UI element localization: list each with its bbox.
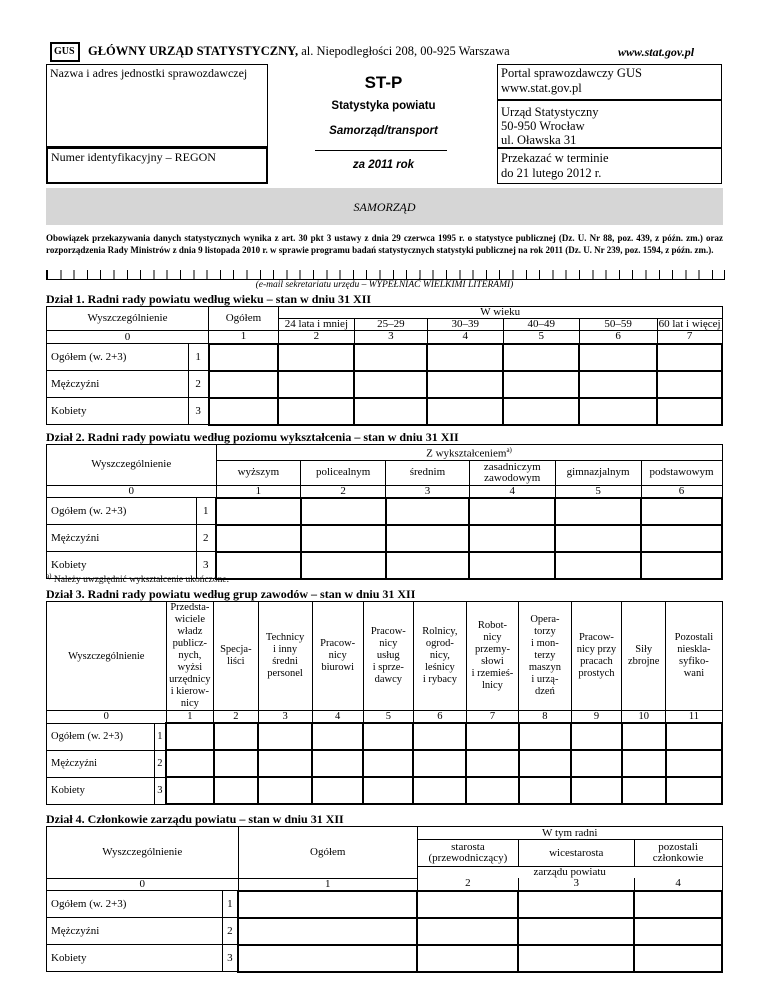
table-cell-number: 4 xyxy=(312,711,363,724)
table-cell-number: 6 xyxy=(413,711,466,724)
s3-col3: Technicy i inny średni personel xyxy=(258,602,312,711)
data-entry-cell[interactable] xyxy=(258,777,312,804)
header-website: www.stat.gov.pl xyxy=(618,45,695,59)
data-entry-cell[interactable] xyxy=(386,525,470,552)
data-entry-cell[interactable] xyxy=(258,723,312,750)
banner-text: SAMORZĄD xyxy=(353,200,416,214)
s3-col4: Pracow- nicy biurowi xyxy=(312,602,363,711)
table-cell-number: 9 xyxy=(571,711,621,724)
data-entry-cell[interactable] xyxy=(518,918,634,945)
data-entry-cell[interactable] xyxy=(641,552,722,579)
data-entry-cell[interactable] xyxy=(209,398,279,425)
table-cell-number: 10 xyxy=(622,711,666,724)
data-entry-cell[interactable] xyxy=(571,723,621,750)
data-entry-cell[interactable] xyxy=(209,371,279,398)
s2-col2: policealnym xyxy=(301,460,386,485)
data-entry-cell[interactable] xyxy=(518,945,634,972)
data-entry-cell[interactable] xyxy=(579,371,657,398)
s4-head-group: W tym radni xyxy=(417,827,722,840)
s4-head-wyszcz: Wyszczególnienie xyxy=(47,827,239,879)
regon-label: Numer identyfikacyjny – REGON xyxy=(51,150,216,164)
table-cell-number: 0 xyxy=(47,711,167,724)
data-entry-cell[interactable] xyxy=(354,398,427,425)
gus-logo xyxy=(50,42,80,62)
data-entry-cell[interactable] xyxy=(666,777,722,804)
header-org: GŁÓWNY URZĄD STATYSTYCZNY, xyxy=(88,44,299,58)
form-code: ST-P xyxy=(364,73,403,92)
s2-row3-label: Kobiety xyxy=(47,552,197,579)
data-entry-cell[interactable] xyxy=(166,777,214,804)
data-entry-cell[interactable] xyxy=(214,723,258,750)
data-entry-cell[interactable] xyxy=(466,750,518,777)
s3-col11: Pozostali nieskla- syfiko- wani xyxy=(666,602,722,711)
data-entry-cell[interactable] xyxy=(312,750,363,777)
table-cell-number: 2 xyxy=(154,750,166,777)
table-cell-number: 2 xyxy=(222,918,238,945)
s2-head-wyszcz: Wyszczególnienie xyxy=(47,445,217,486)
table-cell-number: 5 xyxy=(363,711,413,724)
portal-box xyxy=(497,64,722,100)
table-cell-number: 4 xyxy=(427,331,503,344)
data-entry-cell[interactable] xyxy=(216,525,301,552)
data-entry-cell[interactable] xyxy=(301,552,386,579)
deadline-box xyxy=(497,148,722,184)
s4-head-ogolem: Ogółem xyxy=(238,827,417,879)
s1-head-ogolem: Ogółem xyxy=(209,307,279,331)
data-entry-cell[interactable] xyxy=(238,945,417,972)
section4-table xyxy=(46,826,723,973)
table-cell-number: 2 xyxy=(301,485,386,498)
s4-subgroup: zarządu powiatu xyxy=(417,867,722,879)
form-category: Samorząd/transport xyxy=(329,125,438,137)
data-entry-cell[interactable] xyxy=(641,498,722,525)
data-entry-cell[interactable] xyxy=(666,723,722,750)
table-cell-number: 11 xyxy=(666,711,722,724)
table-cell-number: 3 xyxy=(386,485,470,498)
data-entry-cell[interactable] xyxy=(519,750,572,777)
table-cell-number: 1 xyxy=(222,891,238,918)
section-banner xyxy=(46,188,723,225)
data-entry-cell[interactable] xyxy=(363,777,413,804)
data-entry-cell[interactable] xyxy=(657,344,722,371)
deadline-line1: Przekazać w terminie xyxy=(501,151,609,165)
s3-row1-label: Ogółem (w. 2+3) xyxy=(47,723,155,750)
section1-table xyxy=(46,306,723,426)
data-entry-cell[interactable] xyxy=(469,552,555,579)
table-cell-number: 7 xyxy=(657,331,722,344)
s4-row3-label: Kobiety xyxy=(47,945,223,972)
section3-table xyxy=(46,601,723,805)
s3-head-wyszcz: Wyszczególnienie xyxy=(47,602,167,711)
s1-col6: 60 lat i więcej xyxy=(658,318,721,330)
office-line3: ul. Oławska 31 xyxy=(501,133,577,147)
form-subtitle: Statystyka powiatu xyxy=(331,100,436,112)
section4-title: Dział 4. Członkowie zarządu powiatu – stan w dniu 31 XII xyxy=(46,812,344,826)
table-cell-number: 7 xyxy=(466,711,518,724)
table-cell-number: 3 xyxy=(188,398,208,425)
table-cell-number: 6 xyxy=(641,485,722,498)
unit-name-label: Nazwa i adres jednostki sprawozdawczej xyxy=(50,66,248,80)
s2-row1-label: Ogółem (w. 2+3) xyxy=(47,498,197,525)
s4-row2-label: Mężczyźni xyxy=(47,918,223,945)
header-address: al. Niepodległości 208, 00-925 Warszawa xyxy=(298,44,510,58)
table-cell-number: 1 xyxy=(238,878,417,891)
s1-col2: 25–29 xyxy=(354,319,427,331)
data-entry-cell[interactable] xyxy=(503,371,579,398)
unit-name-box[interactable] xyxy=(46,64,268,147)
form-divider xyxy=(315,150,447,151)
table-cell-number: 5 xyxy=(555,485,641,498)
table-cell-number: 2 xyxy=(196,525,216,552)
s1-col5: 50–59 xyxy=(579,319,657,331)
data-entry-cell[interactable] xyxy=(354,371,427,398)
data-entry-cell[interactable] xyxy=(209,344,279,371)
table-cell-number: 3 xyxy=(518,878,634,891)
portal-line2: www.stat.gov.pl xyxy=(501,81,582,95)
table-cell-number: 2 xyxy=(417,878,518,891)
data-entry-cell[interactable] xyxy=(469,525,555,552)
s2-col3: średnim xyxy=(386,460,470,485)
s3-row2-label: Mężczyźni xyxy=(47,750,155,777)
s4-col1: starosta (przewodniczący) xyxy=(417,840,518,867)
s4-col3: pozostali członkowie xyxy=(634,840,722,867)
data-entry-cell[interactable] xyxy=(555,552,641,579)
data-entry-cell[interactable] xyxy=(466,723,518,750)
office-line2: 50-950 Wrocław xyxy=(501,119,585,133)
data-entry-cell[interactable] xyxy=(555,498,641,525)
header-title xyxy=(88,44,510,59)
data-entry-cell[interactable] xyxy=(466,777,518,804)
data-entry-cell[interactable] xyxy=(386,552,470,579)
legal-text: Obowiązek przekazywania danych statystycznych wynika z art. 30 pkt 3 ustawy z dnia 29 czerwca 1995 r. o statystyce publicznej (Dz. U. Nr 88, poz. 439, z późn. zm.) oraz rozporządzenia Rady Ministrów z dnia 9 listopada 2010 r. w sprawie programu badań statystycznych statystyki publicznej na rok 2011 (Dz. U. Nr 239, poz. 1594, z późn. zm.). xyxy=(46,233,723,255)
data-entry-cell[interactable] xyxy=(363,723,413,750)
s3-col5: Pracow- nicy usług i sprze- dawcy xyxy=(363,602,413,711)
s4-row1-label: Ogółem (w. 2+3) xyxy=(47,891,223,918)
table-cell-number: 1 xyxy=(196,498,216,525)
s1-row3-label: Kobiety xyxy=(47,398,189,425)
data-entry-cell[interactable] xyxy=(238,891,417,918)
table-cell-number: 1 xyxy=(209,331,279,344)
s3-col6: Rolnicy, ogrod- nicy, leśnicy i rybacy xyxy=(413,602,466,711)
table-cell-number: 3 xyxy=(354,331,427,344)
section2-table xyxy=(46,444,723,580)
data-entry-cell[interactable] xyxy=(427,344,503,371)
data-entry-cell[interactable] xyxy=(354,344,427,371)
data-entry-cell[interactable] xyxy=(641,525,722,552)
section3-title: Dział 3. Radni rady powiatu według grup zawodów – stan w dniu 31 XII xyxy=(46,587,416,601)
table-cell-number: 2 xyxy=(188,371,208,398)
regon-box[interactable] xyxy=(46,147,268,184)
data-entry-cell[interactable] xyxy=(301,498,386,525)
table-cell-number: 2 xyxy=(278,331,354,344)
data-entry-cell[interactable] xyxy=(278,398,354,425)
data-entry-cell[interactable] xyxy=(278,344,354,371)
data-entry-cell[interactable] xyxy=(413,723,466,750)
table-cell-number: 3 xyxy=(196,552,216,579)
data-entry-cell[interactable] xyxy=(579,344,657,371)
s1-col4: 40–49 xyxy=(503,319,579,331)
section2-title xyxy=(46,430,459,445)
data-entry-cell[interactable] xyxy=(238,918,417,945)
data-entry-cell[interactable] xyxy=(214,750,258,777)
data-entry-cell[interactable] xyxy=(634,945,722,972)
data-entry-cell[interactable] xyxy=(417,918,518,945)
s2-col6: podstawowym xyxy=(641,460,722,485)
table-cell-number: 3 xyxy=(154,777,166,804)
table-cell-number: 8 xyxy=(519,711,572,724)
table-cell-number: 1 xyxy=(166,711,214,724)
table-cell-number: 1 xyxy=(154,723,166,750)
data-entry-cell[interactable] xyxy=(503,344,579,371)
s3-col1: Przedsta- wiciele władz publicz- nych, wyżsi urzędnicy i kierow- nicy xyxy=(166,602,214,711)
s1-row1-label: Ogółem (w. 2+3) xyxy=(47,344,189,371)
data-entry-cell[interactable] xyxy=(166,723,214,750)
s1-head-group: W wieku xyxy=(278,307,722,319)
s1-row2-label: Mężczyźni xyxy=(47,371,189,398)
table-cell-number: 3 xyxy=(258,711,312,724)
data-entry-cell[interactable] xyxy=(386,498,470,525)
data-entry-cell[interactable] xyxy=(216,498,301,525)
s3-col2: Specja- liści xyxy=(214,602,258,711)
table-cell-number: 0 xyxy=(47,485,217,498)
s1-col3: 30–39 xyxy=(427,319,503,331)
section2-footnote: $^{a)}$ Należy uwzględnić wykształcenie ukończone. xyxy=(46,572,229,586)
table-cell-number: 2 xyxy=(214,711,258,724)
s3-col7: Robot- nicy przemy- słowi i rzemieś- lnicy xyxy=(466,602,518,711)
data-entry-cell[interactable] xyxy=(312,777,363,804)
s3-col8: Opera- torzy i mon- terzy maszyn i urzą- dzeń xyxy=(519,602,572,711)
office-line1: Urząd Statystyczny xyxy=(501,105,599,119)
data-entry-cell[interactable] xyxy=(417,945,518,972)
email-field[interactable] xyxy=(46,270,725,280)
deadline-line2: do 21 lutego 2012 r. xyxy=(501,166,602,180)
data-entry-cell[interactable] xyxy=(503,398,579,425)
data-entry-cell[interactable] xyxy=(301,525,386,552)
data-entry-cell[interactable] xyxy=(214,777,258,804)
data-entry-cell[interactable] xyxy=(579,398,657,425)
portal-line1: Portal sprawozdawczy GUS xyxy=(501,66,642,80)
s2-row2-label: Mężczyźni xyxy=(47,525,197,552)
form-year: za 2011 rok xyxy=(352,159,415,171)
section1-title: Dział 1. Radni rady powiatu według wieku – stan w dniu 31 XII xyxy=(46,292,372,306)
table-cell-number: 1 xyxy=(188,344,208,371)
table-cell-number: 0 xyxy=(47,331,209,344)
data-entry-cell[interactable] xyxy=(571,777,621,804)
data-entry-cell[interactable] xyxy=(413,777,466,804)
table-cell-number: 4 xyxy=(469,485,555,498)
s2-head-group: Z wykształceniem$^{a)}$ xyxy=(216,445,722,461)
s3-row3-label: Kobiety xyxy=(47,777,155,804)
s4-col2: wicestarosta xyxy=(518,840,634,867)
data-entry-cell[interactable] xyxy=(518,891,634,918)
data-entry-cell[interactable] xyxy=(413,750,466,777)
data-entry-cell[interactable] xyxy=(166,750,214,777)
s1-head-wyszcz: Wyszczególnienie xyxy=(47,307,209,331)
table-cell-number: 0 xyxy=(47,878,239,891)
section2-title-text: Dział 2. Radni rady powiatu według poziomu wykształcenia – stan w dniu 31 XII xyxy=(46,430,459,444)
table-cell-number: 1 xyxy=(216,485,301,498)
data-entry-cell[interactable] xyxy=(634,918,722,945)
s2-col5: gimnazjalnym xyxy=(555,460,641,485)
data-entry-cell[interactable] xyxy=(363,750,413,777)
s1-col1: 24 lata i mniej xyxy=(278,319,354,331)
table-cell-number: 5 xyxy=(503,331,579,344)
table-cell-number: 3 xyxy=(222,945,238,972)
data-entry-cell[interactable] xyxy=(519,777,572,804)
office-box xyxy=(497,100,722,148)
s2-col4: zasadniczym zawodowym xyxy=(469,460,555,485)
data-entry-cell[interactable] xyxy=(519,723,572,750)
data-entry-cell[interactable] xyxy=(622,723,666,750)
data-entry-cell[interactable] xyxy=(622,777,666,804)
data-entry-cell[interactable] xyxy=(657,371,722,398)
data-entry-cell[interactable] xyxy=(571,750,621,777)
s3-col9: Pracow- nicy przy pracach prostych xyxy=(571,602,621,711)
table-cell-number: 6 xyxy=(579,331,657,344)
data-entry-cell[interactable] xyxy=(258,750,312,777)
data-entry-cell[interactable] xyxy=(634,891,722,918)
data-entry-cell[interactable] xyxy=(657,398,722,425)
data-entry-cell[interactable] xyxy=(555,525,641,552)
data-entry-cell[interactable] xyxy=(427,398,503,425)
s2-col1: wyższym xyxy=(216,460,301,485)
data-entry-cell[interactable] xyxy=(427,371,503,398)
s3-col10: Siły zbrojne xyxy=(622,602,666,711)
table-cell-number: 4 xyxy=(634,878,722,891)
data-entry-cell[interactable] xyxy=(417,891,518,918)
email-caption: (e-mail sekretariatu urzędu – WYPEŁNIAĆ WIELKIMI LITERAMI) xyxy=(255,280,514,290)
data-entry-cell[interactable] xyxy=(278,371,354,398)
data-entry-cell[interactable] xyxy=(666,750,722,777)
gus-logo-text: GUS xyxy=(54,46,75,57)
data-entry-cell[interactable] xyxy=(469,498,555,525)
data-entry-cell[interactable] xyxy=(622,750,666,777)
data-entry-cell[interactable] xyxy=(312,723,363,750)
